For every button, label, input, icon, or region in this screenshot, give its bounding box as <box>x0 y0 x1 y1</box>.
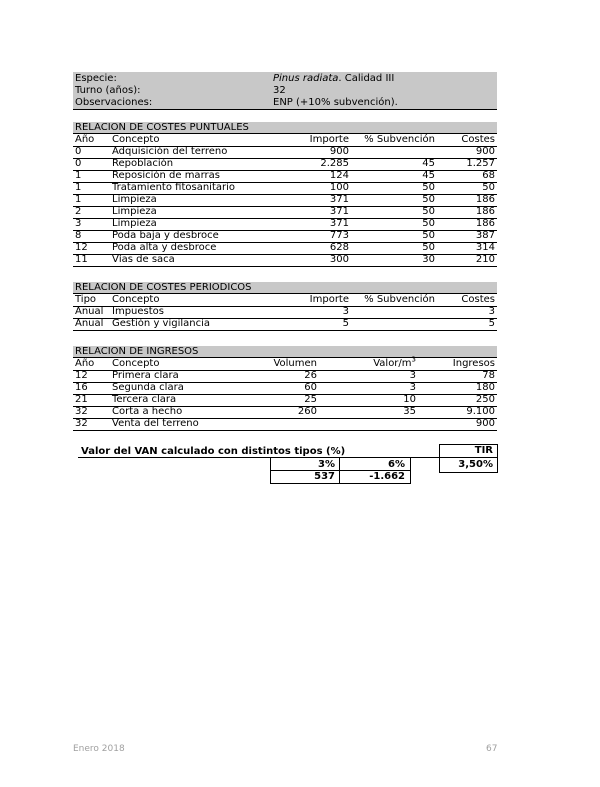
column-header: Costes <box>461 294 495 305</box>
table-row <box>73 318 497 331</box>
table-cell: Poda baja y desbroce <box>112 230 219 241</box>
column-header: Ingresos <box>452 358 495 369</box>
column-header: % Subvención <box>364 294 435 305</box>
table-cell: 8 <box>75 230 82 241</box>
tir-box-divider <box>439 457 497 458</box>
table-cell: 10 <box>403 394 416 405</box>
table-cell: 100 <box>329 182 349 193</box>
table-cell: 50 <box>422 242 435 253</box>
table-cell: Tratamiento fitosanitario <box>112 182 236 193</box>
table-cell: 32 <box>75 406 88 417</box>
table-cell: 1 <box>75 182 82 193</box>
table-cell: Anual <box>75 306 104 317</box>
table-row <box>73 254 497 267</box>
table-cell: 68 <box>482 170 495 181</box>
table-cell: 124 <box>329 170 349 181</box>
footer-page-number: 67 <box>486 744 498 754</box>
table-cell: 12 <box>75 242 88 253</box>
table-cell: 50 <box>422 230 435 241</box>
table-cell: 1 <box>75 170 82 181</box>
table-cell: Limpieza <box>112 206 157 217</box>
table-cell: 186 <box>475 218 495 229</box>
table-row <box>73 418 497 431</box>
table-cell: 50 <box>422 206 435 217</box>
obs-value: ENP (+10% subvención). <box>273 97 398 108</box>
table-cell: 1 <box>75 194 82 205</box>
table-cell: 314 <box>475 242 495 253</box>
table-cell: 32 <box>75 418 88 429</box>
column-header: Volumen <box>273 358 317 369</box>
info-turn-row <box>73 85 497 97</box>
table-cell: 12 <box>75 370 88 381</box>
column-header: % Subvención <box>364 134 435 145</box>
info-species-row <box>73 73 497 85</box>
column-header: Año <box>75 358 95 369</box>
tir-label: TIR <box>474 445 493 456</box>
table-cell: 50 <box>482 182 495 193</box>
table-cell: 900 <box>475 146 495 157</box>
table-cell: 180 <box>475 382 495 393</box>
table-cell: 0 <box>75 158 82 169</box>
table-cell: Reposición de marras <box>112 170 220 181</box>
van-rate-6: 6% <box>388 459 405 470</box>
table-cell: 250 <box>475 394 495 405</box>
table-cell: Venta del terreno <box>112 418 199 429</box>
puntuales-title: RELACION DE COSTES PUNTUALES <box>73 122 497 134</box>
ingresos-title: RELACION DE INGRESOS <box>73 346 497 358</box>
table-cell: 186 <box>475 194 495 205</box>
van-title: Valor del VAN calculado con distintos tipos (%) <box>81 446 346 457</box>
van-value-3: 537 <box>314 471 335 482</box>
table-cell: 1.257 <box>466 158 495 169</box>
table-cell: 45 <box>422 158 435 169</box>
table-cell: Segunda clara <box>112 382 184 393</box>
table-cell: Vías de saca <box>112 254 175 265</box>
table-cell: 773 <box>329 230 349 241</box>
turn-value: 32 <box>273 85 286 96</box>
turn-label: Turno (años): <box>75 85 141 96</box>
van-rate-3: 3% <box>318 459 335 470</box>
table-cell: 2.285 <box>320 158 349 169</box>
table-cell: 11 <box>75 254 88 265</box>
table-cell: 3 <box>342 306 349 317</box>
table-cell: 5 <box>342 318 349 329</box>
table-cell: Limpieza <box>112 194 157 205</box>
table-cell: Tercera clara <box>112 394 177 405</box>
table-cell: 0 <box>75 146 82 157</box>
table-cell: 371 <box>329 218 349 229</box>
table-cell: 300 <box>329 254 349 265</box>
column-header: Concepto <box>112 294 160 305</box>
table-cell: 50 <box>422 194 435 205</box>
table-cell: 26 <box>304 370 317 381</box>
table-cell: 50 <box>422 218 435 229</box>
table-cell: Gestión y vigilancia <box>112 318 211 329</box>
column-header: Importe <box>309 134 349 145</box>
table-cell: Poda alta y desbroce <box>112 242 217 253</box>
column-header: Costes <box>461 134 495 145</box>
table-cell: Anual <box>75 318 104 329</box>
table-cell: Primera clara <box>112 370 179 381</box>
table-cell: 3 <box>488 306 495 317</box>
info-obs-row <box>73 97 497 109</box>
table-cell: 5 <box>488 318 495 329</box>
table-cell: 78 <box>482 370 495 381</box>
van-value-6: -1.662 <box>369 471 405 482</box>
table-cell: 50 <box>422 182 435 193</box>
table-cell: 9.100 <box>466 406 495 417</box>
footer-date: Enero 2018 <box>73 744 125 754</box>
table-cell: 35 <box>403 406 416 417</box>
obs-label: Observaciones: <box>75 97 153 108</box>
species-label: Especie: <box>75 73 117 84</box>
periodicos-title: RELACION DE COSTES PERIODICOS <box>73 282 497 294</box>
table-cell: Corta a hecho <box>112 406 183 417</box>
table-cell: 2 <box>75 206 82 217</box>
table-cell: 628 <box>329 242 349 253</box>
table-cell: 30 <box>422 254 435 265</box>
tir-value: 3,50% <box>458 459 493 470</box>
column-header: Valor/$m^3$ <box>373 355 416 369</box>
table-cell: 16 <box>75 382 88 393</box>
table-cell: 371 <box>329 206 349 217</box>
table-cell: 45 <box>422 170 435 181</box>
column-header: Concepto <box>112 134 160 145</box>
table-cell: 387 <box>475 230 495 241</box>
table-cell: 900 <box>329 146 349 157</box>
table-cell: Limpieza <box>112 218 157 229</box>
table-cell: 25 <box>304 394 317 405</box>
column-header: Importe <box>309 294 349 305</box>
table-cell: Adquisición del terreno <box>112 146 228 157</box>
column-header: Tipo <box>75 294 97 305</box>
table-cell: 60 <box>304 382 317 393</box>
table-cell: 210 <box>475 254 495 265</box>
table-cell: 3 <box>75 218 82 229</box>
table-cell: 900 <box>475 418 495 429</box>
table-cell: 260 <box>297 406 317 417</box>
table-cell: 3 <box>409 382 416 393</box>
table-cell: Repoblación <box>112 158 174 169</box>
species-value: Pinus radiata. Calidad III <box>273 73 395 84</box>
table-cell: 21 <box>75 394 88 405</box>
table-cell: 3 <box>409 370 416 381</box>
table-cell: Impuestos <box>112 306 164 317</box>
column-header: Año <box>75 134 95 145</box>
table-cell: 371 <box>329 194 349 205</box>
column-header: Concepto <box>112 358 160 369</box>
table-cell: 186 <box>475 206 495 217</box>
